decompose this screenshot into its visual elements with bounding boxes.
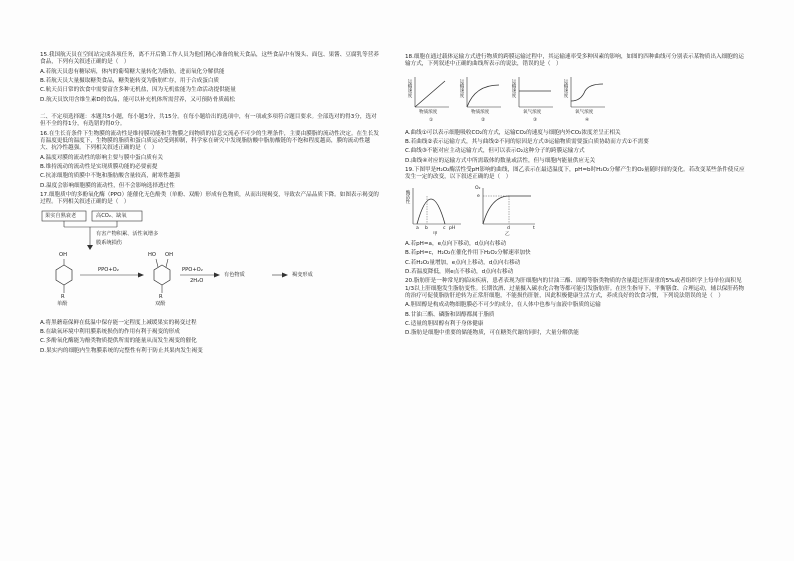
fig-harmful-products: 有害产物积累、活性氧增多	[96, 230, 159, 237]
q19-option-b: B.若pH=c，H₂O₂在催化作用下H₂O₂分解速率加快	[405, 250, 531, 257]
graph-a-xunit: pH	[449, 225, 456, 231]
graph4-ylabel: 运输速度	[563, 78, 568, 97]
graph1-ylabel: 运输速度	[407, 78, 412, 97]
q20-option-b: B.甘油三酯、磷脂和固醇都属于脂质	[405, 311, 495, 318]
fig-diphenol-label: 双酚	[155, 300, 166, 307]
q15-stem: 15.我国航天员在空间站完成各项任务，离不开后勤工作人员为他们精心准备的航天食品，这些食品中有馒头、面包、果酱、豆腐乳等营养食品，下列有关叙述正确的是（ ）	[40, 52, 379, 66]
right-column	[405, 54, 745, 340]
graph4-xlabel: 氧气浓度	[575, 109, 594, 115]
browning-pathway-diagram	[40, 209, 380, 317]
graph-a-tick-a: a	[416, 225, 419, 231]
graph3-xlabel: 氧气浓度	[523, 109, 542, 115]
fig-diphenol-oh: OH	[165, 251, 173, 258]
graph3-number: ③	[533, 117, 538, 123]
graph-a-tick-c: c	[443, 225, 446, 231]
q15-option-a: A.若航天员患有糖尿病，体内的葡萄糖大量转化为脂肪，进而氧化分解供能	[40, 68, 225, 75]
q20-option-d: D.脂肪是细胞中重要的储能物质，可在糖类代谢的同时，大量分解供能	[405, 330, 579, 337]
graph-b-ylabel: O₂	[475, 185, 481, 191]
fig-box-ripening: 果实自熟衰老	[45, 212, 77, 219]
q17-option-c: C.多酚氧化酶能为酚类物质提供所需的能量从而发生褐变的催化	[40, 338, 197, 345]
graph-b-point-e: e	[477, 193, 480, 199]
fig-enzyme-1: PPO+O₂	[98, 266, 119, 273]
q20-option-c: C.适量的胆固醇有利于身体健康	[405, 320, 484, 327]
q17-option-a: A.将黑蘑菇保鲜在低温中保存能一定程度上减缓果实的褐变过程	[40, 319, 197, 326]
q16-option-c: C.抗冻细胞的质膜中不饱和脂肪酸含量较高，耐寒性越强	[40, 173, 180, 180]
graph-a-ylabel: 酶活性	[405, 189, 410, 204]
graph-b-name: 乙	[505, 231, 510, 237]
fig-water: 2H₂O	[190, 277, 204, 284]
graph1-xlabel: 物质浓度	[419, 109, 438, 115]
graph-b-xunit: t	[533, 225, 535, 231]
q19-option-d: D.若温度降低，则e点不移动，d点向右移动	[405, 268, 514, 275]
q16-option-a: A.温度对膜的流动性的影响主要与膜中蛋白质有关	[40, 154, 163, 161]
q18-stem: 18.细胞在通过载体运输方式进行物质的跨膜运输过程中，其运输速率受多种因素的影响，如图的四种曲线可分别表示某物质出入细胞的运输方式，下列叙述中正确的曲线所表示的说法，错误的是（ ）	[405, 54, 744, 68]
fig-monophenol-ho: OH	[59, 251, 67, 258]
graph2-ylabel: 运输速度	[459, 78, 464, 97]
section-2-heading: 二、不定项选择题：本题共5小题，每小题3分，共15分。在每小题给出的选项中，有一项或多项符合题目要求。全部选对的得3分，选对但不全的得1分，有选错的得0分。	[40, 114, 377, 128]
q16-option-b: B.维持流动的流动性是实现质膜功能的必要前提	[40, 163, 158, 170]
q17-stem: 17.细胞质中的多酚氧化酶（PPO）能催化无色酚类（单酚、双酚）形成有色物质，从而出现褐变，导致农产品品质下降。如图表示褐变的过程。下列相关叙述正确的是（ ）	[40, 192, 379, 206]
q19-stem: 19.下图甲是H₂O₂酶活性受pH影响的曲线，图乙表示在最适温度下，pH=b时H₂O₂分解产生的O₂量随时间的变化。若改变某些条件使反应发生一定的改变，以下叙述正确的是（ ）	[405, 167, 745, 181]
transport-graph-axes	[405, 71, 745, 127]
graph-b-point-d: d	[507, 225, 510, 231]
q15-option-d: D.航天员饮用含维生素D的饮品，能可以补充机体所需营养，又可预防骨质疏松	[40, 96, 235, 103]
q19-option-a: A.若pH=a，e点向下移动，d点向右移动	[405, 240, 507, 247]
q20-option-a: A.胆固醇是构成动物细胞膜必不可少的成分，在人体中也参与血液中脂质的运输	[405, 302, 601, 309]
q18-option-a: A.曲线①可以表示细胞吸收CO₂的方式，运输CO₂的速度与细胞内外CO₂浓度差呈正相关	[405, 129, 621, 136]
q16-option-d: D.温度会影响细胞膜的流动性，但不会影响选择透过性	[40, 182, 175, 189]
graph2-number: ②	[481, 117, 486, 123]
q20-stem: 20.脂肪肝是一种常见的临床疾病，患者表现为肝细胞内的甘油三酯、固醇等脂类物质的含量超过肝湿重的5%或者组织学上每单位面积见1/3以上肝细胞发生脂肪变性。长期饮酒、过量摄入碳水化合物等都可能引发脂肪肝。在医生指导下，平衡膳食、合理运动，辅以保肝药物的治疗可促使脂肪肝逆转为正常肝细胞，不能损伤肝脏，因此积极健康生活方式，养成良好的饮食习惯，下列说法错误的是（ ）	[405, 278, 745, 299]
fig-monophenol-r: R	[61, 293, 65, 300]
q17-option-d: D.果实内的细胞内生物膜系统的完整性有利于防止其果肉发生褐变	[40, 347, 203, 354]
fig-diphenol-ho: HO	[148, 251, 156, 258]
fig-browning: 褐变形成	[292, 271, 313, 278]
fig-enzyme-2: PPO+O₂	[182, 266, 203, 273]
fig-colored-product: 有色物质	[224, 271, 245, 278]
graph1-number: ①	[429, 117, 434, 123]
q18-option-d: D.曲线④对应的运输方式中所需载体的数量或活性，但与细胞内能量供应无关	[405, 157, 596, 164]
graph2-xlabel: 物质浓度	[471, 109, 490, 115]
graph-a-name: 甲	[433, 231, 438, 237]
fig-membrane-damage: 膜系统损伤	[96, 239, 122, 246]
left-column	[40, 52, 380, 357]
q15-option-b: B.若航天员大量摄取糖类食品，糖类能转变为脂肪贮存，用于合成蛋白质	[40, 77, 220, 84]
fig-box-co2: 高CO₂、缺氧	[96, 212, 127, 219]
graph4-number: ④	[585, 117, 590, 123]
fig-monophenol-label: 单酚	[57, 300, 68, 307]
q16-stem: 16.在生长育条件下生物膜的流动性是维持膜功能和生物膜之间物质的信息交流必不可少的生理条件，主要由膜脂的流动性决定。在生长发育温度更低的温度下，生物膜的脂质和蛋白质运动受到抑制，科学家在研究中发现脂肪酸中脂肪酸链的不饱和程度越高，膜的流动性越大、抗冷性越强。下列相关叙述正确的是（ ）	[40, 130, 379, 152]
q19-option-c: C.若H₂O₂量增加，e点向上移动，d点向右移动	[405, 259, 521, 266]
q18-option-b: B.若曲线②表示运输方式，其与曲线②不同的原因是方式③运输物质需要蛋白质协助而方式①不需要	[405, 138, 649, 145]
graph3-ylabel: 运输速度	[511, 78, 516, 97]
q15-option-c: C.航天员日常的饮食中需要富含多种无机盐，因为无机盐能为生命活动提供能量	[40, 87, 236, 94]
enzyme-graph-axes	[405, 184, 745, 238]
q18-option-c: C.曲线③不能对应主动运输方式，但可以表示O₂这种分子的跨膜运输方式	[405, 148, 585, 155]
transport-rate-graphs	[405, 71, 745, 127]
pathway-lines	[40, 209, 380, 317]
graph-a-tick-b: b	[425, 225, 428, 231]
q17-option-b: B.在缺氧环境中利用膜系统损伤的作用有利于褐变的形成	[40, 329, 180, 336]
enzyme-graphs	[405, 184, 745, 238]
fig-diphenol-r: R	[159, 293, 163, 300]
